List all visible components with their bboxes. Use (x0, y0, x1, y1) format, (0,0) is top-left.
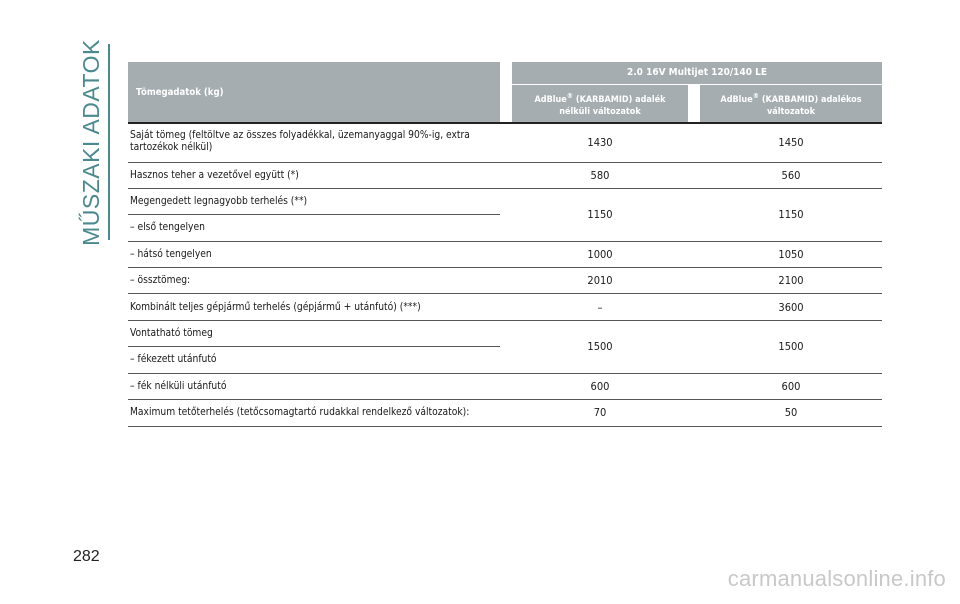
row-label-roof-load: Maximum tetőterhelés (tetőcsomagtartó rudakkal rendelkező változatok): (130, 407, 470, 418)
row-value-2: 50 (784, 406, 798, 419)
row-divider (128, 267, 882, 268)
row-label-total: – össztömeg: (130, 275, 191, 286)
page-number: 282 (73, 548, 100, 565)
header-label-weights: Tömegadatok (kg) (136, 87, 224, 98)
header-col-without-adblue: AdBlue® (KARBAMID) adalék nélküli változatok (512, 85, 688, 122)
row-value-2: 1500 (778, 340, 804, 353)
row-divider (128, 188, 882, 189)
header-rule (128, 122, 882, 124)
row-value-1: 600 (590, 380, 610, 393)
row-value-1: 1150 (587, 208, 613, 221)
row-value-1: 580 (590, 169, 610, 182)
row-value-1: 1000 (587, 248, 613, 261)
row-divider (128, 293, 882, 294)
row-divider (128, 373, 882, 374)
row-divider (128, 162, 882, 163)
row-value-2: 3600 (778, 301, 804, 314)
row-value-2: 1150 (778, 208, 804, 221)
row-value-1: 2010 (587, 274, 613, 287)
row-value-2: 1450 (778, 136, 804, 149)
header-engine: 2.0 16V Multijet 120/140 LE (512, 62, 882, 84)
row-value-1: 70 (593, 406, 607, 419)
row-label-payload: Hasznos teher a vezetővel együtt (*) (130, 170, 299, 181)
table-header-left (128, 62, 500, 122)
row-value-1: 1500 (587, 340, 613, 353)
row-label-curb-weight: Saját tömeg (feltöltve az összes folyadékkal, üzemanyaggal 90%-ig, extra tartozékok nélkül) (130, 130, 470, 153)
row-divider (128, 426, 882, 427)
row-label-unbraked-trailer: – fék nélküli utánfutó (130, 381, 227, 392)
section-title: MŰSZAKI ADATOK (77, 38, 104, 246)
row-label-rear-axle: – hátsó tengelyen (130, 249, 212, 260)
row-sub-divider (128, 346, 500, 347)
section-rule (108, 44, 110, 240)
row-value-1: 1430 (587, 136, 613, 149)
row-value-1: – (597, 301, 603, 314)
row-divider (128, 320, 882, 321)
row-label-braked-trailer: – fékezett utánfutó (130, 354, 217, 365)
row-label-towable: Vontatható tömeg (130, 328, 213, 339)
row-value-2: 600 (781, 380, 801, 393)
row-label-front-axle: – első tengelyen (130, 222, 205, 233)
row-value-2: 560 (781, 169, 801, 182)
row-divider (128, 241, 882, 242)
row-sub-divider (128, 214, 500, 215)
row-value-2: 1050 (778, 248, 804, 261)
row-value-2: 2100 (778, 274, 804, 287)
watermark: carmanualsonline.info (727, 566, 946, 591)
row-label-combined: Kombinált teljes gépjármű terhelés (gépjármű + utánfutó) (***) (130, 302, 421, 313)
header-col-with-adblue: AdBlue® (KARBAMID) adalékos változatok (700, 85, 882, 122)
row-label-max-load: Megengedett legnagyobb terhelés (**) (130, 196, 308, 207)
row-divider (128, 399, 882, 400)
